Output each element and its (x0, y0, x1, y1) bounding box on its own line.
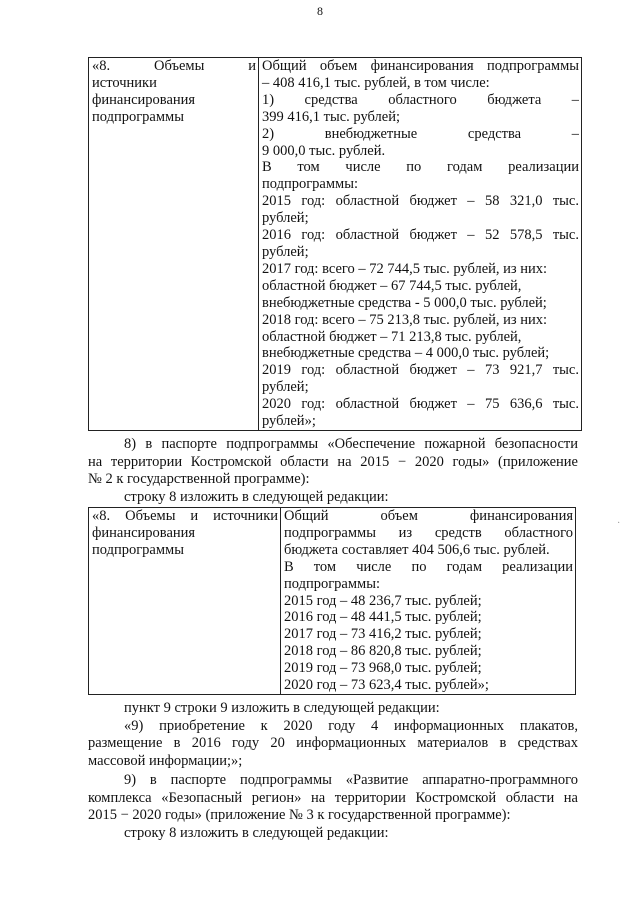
cell-text-line: 399 416,1 тыс. рублей; (262, 108, 400, 125)
row-label-cell (89, 508, 281, 695)
text-line: № 2 к государственной программе): (88, 471, 310, 487)
cell-text-line: В том числе по годам реализации (262, 159, 579, 176)
text-line: строку 8 изложить в следующей редакции: (124, 824, 389, 841)
row-label-rest (92, 525, 278, 559)
text-line: «9) приобретение к 2020 году 4 информационных плакатов, (124, 717, 578, 734)
cell-text-line: Общий объем финансирования подпрограммы (262, 58, 579, 74)
cell-text-line: В том числе по годам реализации (284, 558, 573, 575)
financing-table-1 (88, 57, 582, 431)
cell-text-line: подпрограммы: (284, 575, 380, 592)
row-label-first-line: «8. Объемы и (92, 58, 256, 74)
cell-text-line: областной бюджет – 67 744,5 тыс. рублей, (262, 277, 522, 294)
cell-text-line: внебюджетные средства - 5 000,0 тыс. рублей; (262, 294, 547, 311)
cell-text-line: 1) средства областного бюджета – (262, 91, 579, 108)
cell-text-line: областной бюджет – 71 213,8 тыс. рублей, (262, 328, 522, 345)
paragraph-row8-intro (88, 489, 578, 507)
cell-text-line: 2019 год: областной бюджет – 73 921,7 тыс. (262, 362, 579, 379)
table-row (89, 58, 582, 431)
cell-text-line: – 408 416,1 тыс. рублей, в том числе: (262, 74, 490, 91)
text-line: 9) в паспорте подпрограммы «Развитие аппаратно-программного (124, 772, 578, 788)
row-label-line: подпрограммы (92, 108, 184, 125)
cell-text-line: 2017 год: всего – 72 744,5 тыс. рублей, из них: (262, 260, 548, 277)
cell-text-line: 2015 год – 48 236,7 тыс. рублей; (284, 592, 482, 609)
text-line: на территории Костромской области на 2015 − 2020 годы» (приложение (88, 453, 578, 470)
paragraph-item-8 (88, 436, 578, 489)
text-line: пункт 9 строки 9 изложить в следующей редакции: (124, 700, 440, 716)
row-label-line: финансирования (92, 524, 196, 541)
row-label-line: источники (92, 74, 157, 91)
cell-text-line: 2020 год – 73 623,4 тыс. рублей»; (284, 677, 489, 694)
cell-text-line: рублей»; (262, 413, 316, 430)
cell-text-line: 2018 год – 86 820,8 тыс. рублей; (284, 643, 482, 660)
financing-table-2 (88, 507, 576, 695)
cell-text-line: 2017 год – 73 416,2 тыс. рублей; (284, 626, 482, 643)
paragraph-point-9 (88, 700, 578, 770)
row-label-line: подпрограммы (92, 541, 184, 558)
text-line: 8) в паспорте подпрограммы «Обеспечение пожарной безопасности (124, 436, 578, 452)
row-label-line: финансирования (92, 91, 196, 108)
table-row (89, 508, 576, 695)
cell-text-line: 2) внебюджетные средства – (262, 125, 579, 142)
cell-text-line: 2019 год – 73 968,0 тыс. рублей; (284, 660, 482, 677)
row-value-cell (259, 58, 582, 431)
cell-text-line: рублей; (262, 379, 309, 396)
cell-text-line: подпрограммы: (262, 176, 358, 193)
text-line: строку 8 изложить в следующей редакции: (124, 489, 389, 505)
text-line: массовой информации;»; (88, 752, 243, 769)
row-label-cell (89, 58, 259, 431)
page-number: 8 (317, 4, 323, 18)
text-line: 2015 − 2020 годы» (приложение № 3 к государственной программе): (88, 807, 511, 823)
cell-text-line: рублей; (262, 210, 309, 227)
text-line: комплекса «Безопасный регион» на территории Костромской области на (88, 789, 578, 806)
scan-mark: · (617, 518, 621, 529)
cell-text-line: 9 000,0 тыс. рублей. (262, 142, 386, 159)
row-value-cell (281, 508, 576, 695)
cell-text-line: подпрограммы из средств областного (284, 524, 573, 541)
cell-text-line: внебюджетные средства – 4 000,0 тыс. рублей; (262, 345, 550, 362)
row-label-rest (92, 75, 256, 126)
cell-text-line: рублей; (262, 243, 309, 260)
cell-text-line: 2018 год: всего – 75 213,8 тыс. рублей, из них: (262, 311, 548, 328)
row-label-first-line: «8. Объемы и источники (92, 508, 278, 524)
cell-text-line: 2015 год: областной бюджет – 58 321,0 тыс. (262, 193, 579, 210)
cell-text-line: 2016 год – 48 441,5 тыс. рублей; (284, 609, 482, 626)
cell-text-line: Общий объем финансирования (284, 508, 573, 524)
text-line: размещение в 2016 году 20 информационных материалов в средствах (88, 735, 578, 751)
cell-text-line: 2020 год: областной бюджет – 75 636,6 тыс. (262, 396, 579, 413)
cell-text-line: бюджета составляет 404 506,6 тыс. рублей. (284, 541, 550, 558)
cell-text-line: 2016 год: областной бюджет – 52 578,5 тыс. (262, 227, 579, 244)
paragraph-item-9 (88, 772, 578, 842)
